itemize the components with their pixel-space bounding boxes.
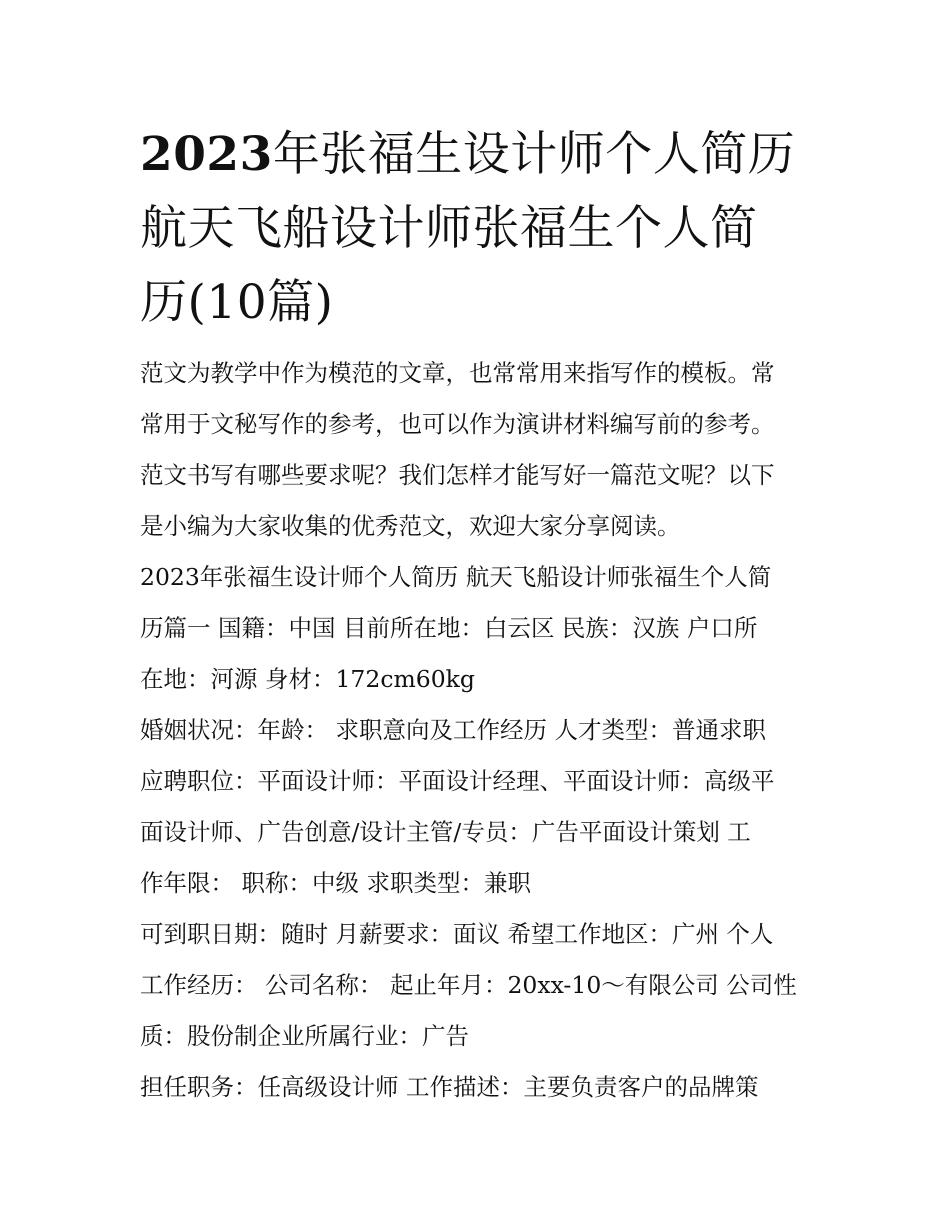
- body-line: 在地：河源 身材：172cm60kg: [140, 665, 475, 693]
- body-line: 作年限： 职称：中级 求职类型：兼职: [140, 869, 531, 897]
- title-year: 2023: [140, 127, 273, 182]
- body-line: 常用于文秘写作的参考，也可以作为演讲材料编写前的参考。: [140, 410, 775, 438]
- title-line-1-rest: 年张福生设计师个人简历: [272, 127, 796, 182]
- body-line: 应聘职位：平面设计师：平面设计经理、平面设计师：高级平: [140, 767, 775, 795]
- document-title: [140, 118, 815, 340]
- title-line-2: 航天飞船设计师张福生个人简: [140, 201, 758, 256]
- body-line: 质：股份制企业所属行业：广告: [140, 1022, 469, 1050]
- title-line-3: 历(10篇): [140, 275, 334, 330]
- body-line: 面设计师、广告创意/设计主管/专员：广告平面设计策划 工: [140, 818, 751, 846]
- document-page: [140, 118, 815, 1113]
- body-line: 婚姻状况：年龄： 求职意向及工作经历 人才类型：普通求职: [140, 716, 766, 744]
- document-body: [140, 348, 815, 1113]
- body-line: 2023年张福生设计师个人简历 航天飞船设计师张福生个人简: [140, 563, 772, 591]
- body-line: 可到职日期：随时 月薪要求：面议 希望工作地区：广州 个人: [140, 920, 774, 948]
- body-line: 范文为教学中作为模范的文章，也常常用来指写作的模板。常: [140, 359, 775, 387]
- body-line: 工作经历： 公司名称： 起止年月：20xx-10～有限公司 公司性: [140, 971, 797, 999]
- body-line: 是小编为大家收集的优秀范文，欢迎大家分享阅读。: [140, 512, 681, 540]
- body-line: 范文书写有哪些要求呢？我们怎样才能写好一篇范文呢？以下: [140, 461, 775, 489]
- body-line: 历篇一 国籍：中国 目前所在地：白云区 民族：汉族 户口所: [140, 614, 758, 642]
- body-line: 担任职务：任高级设计师 工作描述：主要负责客户的品牌策: [140, 1073, 759, 1101]
- title-line-1: [140, 118, 815, 192]
